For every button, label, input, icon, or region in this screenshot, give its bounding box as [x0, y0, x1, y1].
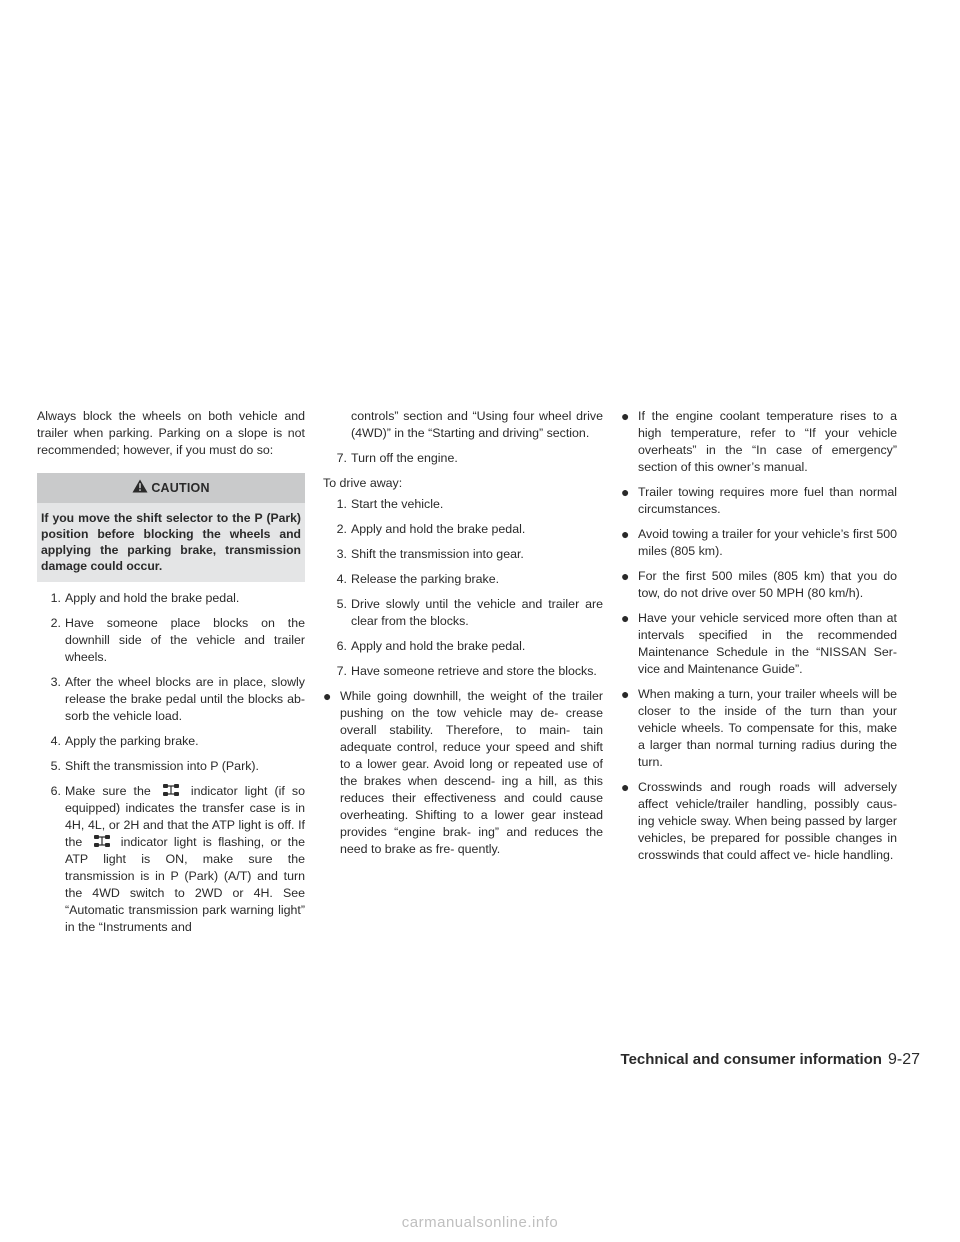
caution-title: CAUTION: [151, 480, 210, 495]
bullet-item: ● Trailer towing requires more fuel than normal circumstances.: [621, 484, 897, 516]
bullet-item: ● While going downhill, the weight of the trailer pushing on the tow vehicle may de- crease overall stability. Therefore, to main- tain adequate control, reduce your speed and shift to a lower gear. Avoid long or repeated use of the brakes when descend- ing a hill, as this reduces their effectiveness and could cause overheating. Shifting to a lower gear instead provides “engine brak- ing” and reduces the need to brake as fre- quently.: [323, 688, 603, 856]
bullet-item: ● If the engine coolant temperature rises to a high temperature, refer to “If your vehicle overheats” in the “In case of emergency” section of this owner’s manual.: [621, 408, 897, 474]
drive-away-label: To drive away:: [323, 476, 403, 490]
intro-paragraph: Always block the wheels on both vehicle and trailer when parking. Parking on a slope is not recommended; however, if you must do so:: [37, 409, 305, 457]
list-item: 1. Apply and hold the brake pedal.: [50, 591, 240, 605]
list-item: 2. Have someone place blocks on the downhill side of the vehicle and trailer wheels.: [50, 616, 305, 664]
warning-triangle-icon: [132, 479, 148, 498]
section-title: Technical and consumer information: [620, 1051, 882, 1068]
list-item: 6. Make sure the indicator light (if so equipped) indicates the transfer case is in 4H, 4L, or 2H and that the ATP light is off. If the indicator light is flashing, or the ATP light is ON, make sure the transmission is in P (Park) (A/T) and turn the 4WD switch to 2WD or 4H. See “Automatic transmission park warning light” in the “Instruments and: [50, 784, 305, 934]
bullet-dot: ●: [621, 568, 630, 584]
list-item: 4. Apply the parking brake.: [50, 734, 199, 748]
page-footer: [621, 1051, 920, 1069]
list-item: 5. Shift the transmission into P (Park).: [50, 759, 259, 773]
caution-text: If you move the shift selector to the P (Park) position before blocking the wheels and applying the parking brake, transmission damage could occur.: [37, 503, 305, 582]
list-item: 3. Shift the transmission into gear.: [336, 547, 524, 561]
bullet-dot: ●: [621, 779, 630, 795]
list-item: 7. Have someone retrieve and store the blocks.: [336, 664, 597, 678]
bullet-dot: ●: [621, 610, 630, 626]
list-item: 4. Release the parking brake.: [336, 572, 500, 586]
bullet-item: ● Avoid towing a trailer for your vehicle’s first 500 miles (805 km).: [621, 526, 897, 558]
list-item: 5. Drive slowly until the vehicle and trailer are clear from the blocks.: [336, 597, 603, 628]
list-item: 2. Apply and hold the brake pedal.: [336, 522, 526, 536]
bullet-dot: ●: [323, 688, 332, 704]
bullet-dot: ●: [621, 408, 630, 424]
bullet-dot: ●: [621, 526, 630, 542]
column-2: [323, 408, 603, 866]
bullet-item: ● For the first 500 miles (805 km) that you do tow, do not drive over 50 MPH (80 km/h).: [621, 568, 897, 600]
list-item: 7. Turn off the engine.: [336, 451, 458, 465]
list-item: 6. Apply and hold the brake pedal.: [336, 639, 526, 653]
watermark: carmanualsonline.info: [401, 1214, 559, 1231]
bullet-item: ● Have your vehicle serviced more often than at intervals specified in the recommended Maintenance Schedule in the “NISSAN Ser- vice and Maintenance Guide”.: [621, 610, 897, 676]
4wd-indicator-icon: [158, 783, 184, 797]
list-item: 3. After the wheel blocks are in place, slowly release the brake pedal until the blocks ab- sorb the vehicle load.: [50, 675, 305, 723]
column-1: [37, 408, 305, 944]
bullet-item: ● When making a turn, your trailer wheels will be closer to the inside of the turn than your vehicle wheels. To compensate for this, make a larger than normal turning radius during the turn.: [621, 686, 897, 769]
column-3: [621, 408, 897, 872]
bullet-dot: ●: [621, 484, 630, 500]
list-item: 1. Start the vehicle.: [336, 497, 444, 511]
continued-text: controls” section and “Using four wheel drive (4WD)” in the “Starting and driving” section.: [351, 409, 603, 440]
4wd-indicator-icon: [89, 834, 115, 848]
caution-header: [37, 473, 305, 503]
parking-steps-list: [37, 590, 305, 936]
page-number: 9-27: [887, 1051, 920, 1068]
bullet-dot: ●: [621, 686, 630, 702]
bullet-item: ● Crosswinds and rough roads will adversely affect vehicle/trailer handling, possibly caus- ing vehicle sway. When being passed by larger vehicles, be prepared for possible changes in crosswinds that could affect ve- hicle handling.: [621, 779, 897, 862]
